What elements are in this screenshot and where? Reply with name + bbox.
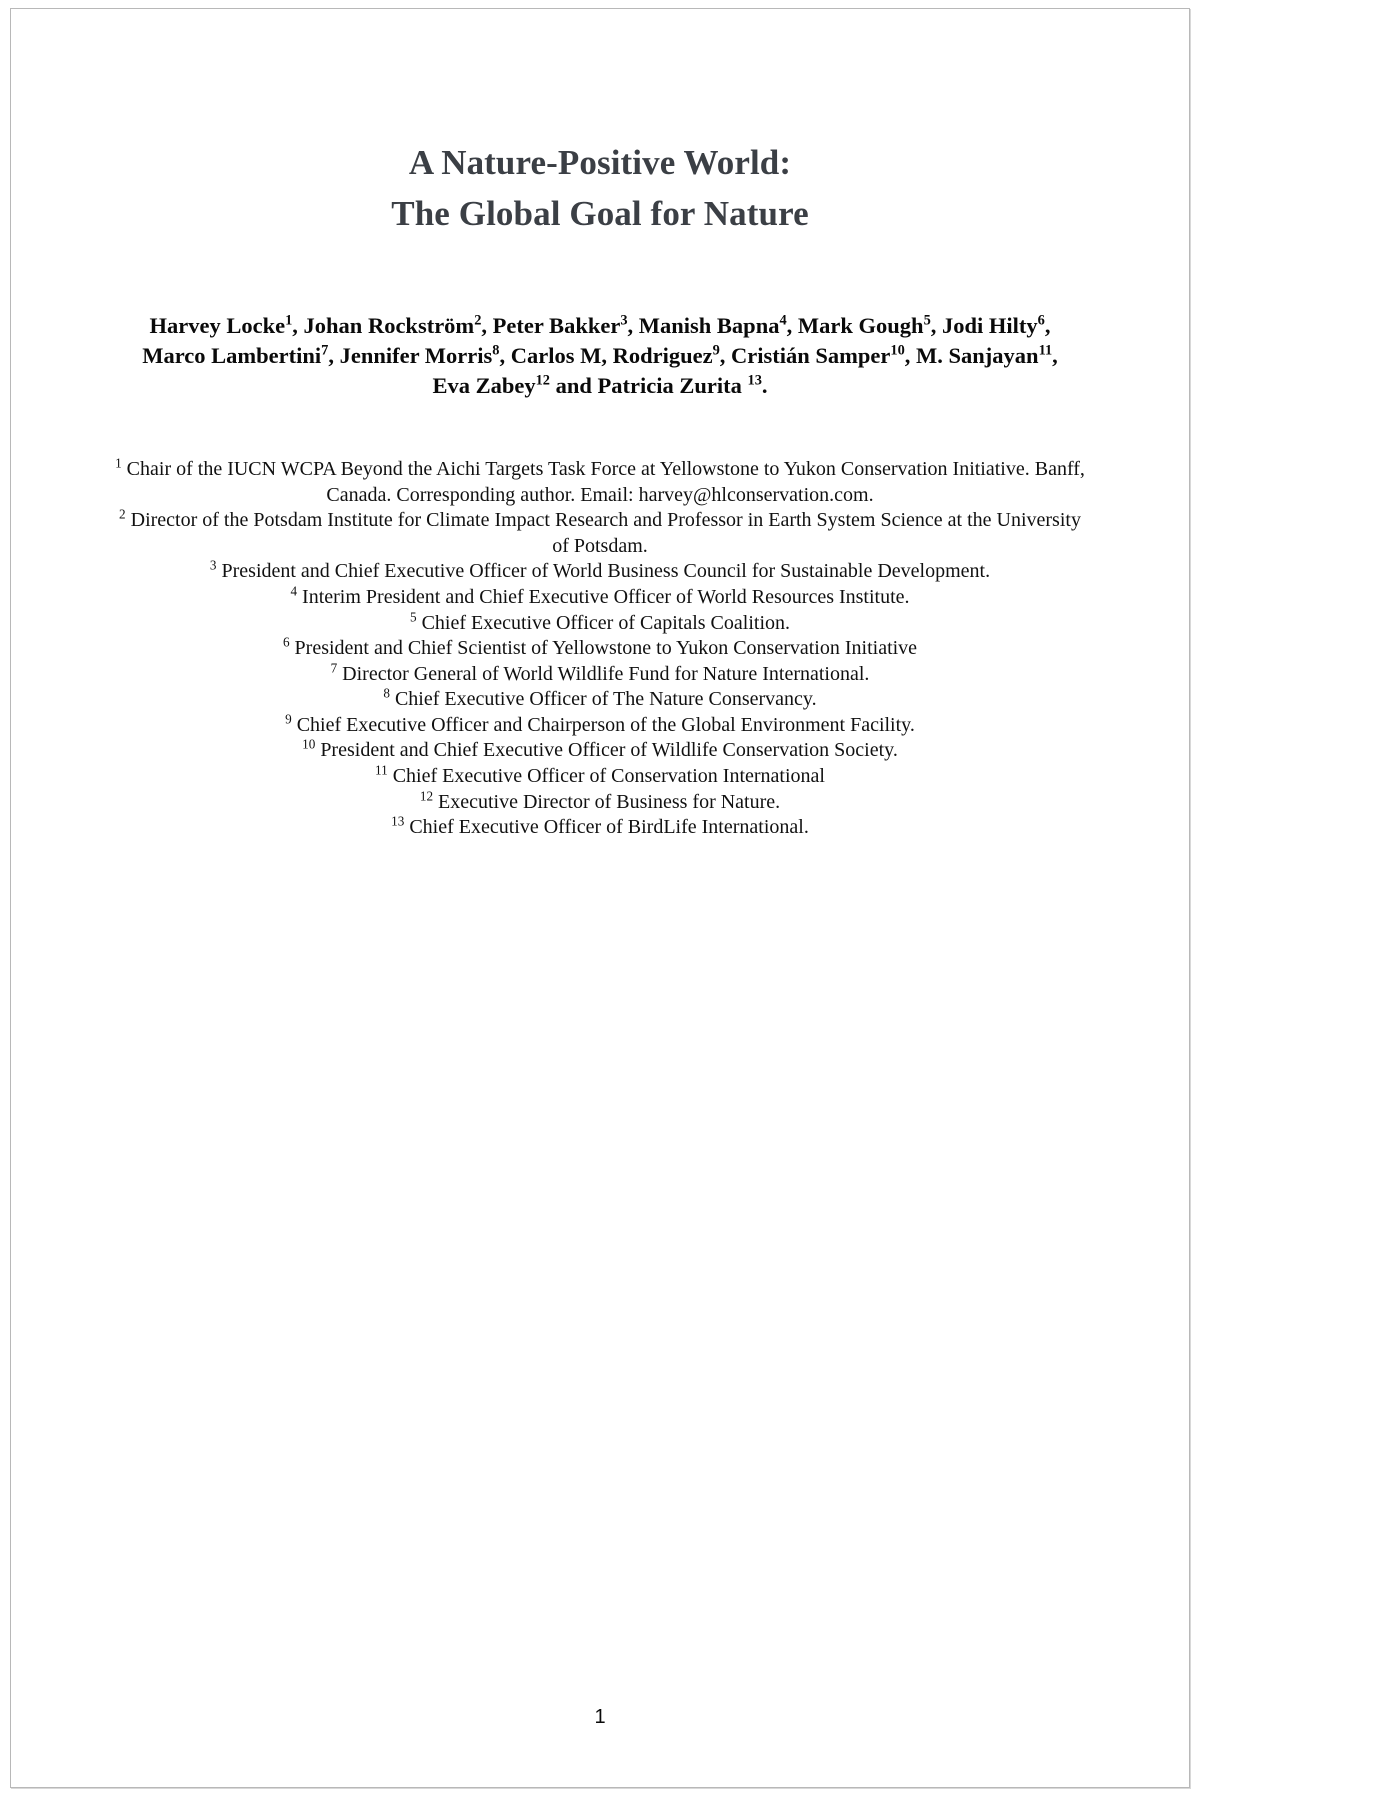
document-page — [10, 8, 1190, 1788]
affiliation-item — [110, 636, 1090, 662]
title-line-1: A Nature-Positive World: — [408, 143, 792, 182]
affiliation-item — [110, 687, 1090, 713]
affiliation-item — [110, 559, 1090, 585]
affiliation-marker: 4 — [290, 583, 298, 599]
page-title — [106, 9, 1094, 239]
page-content-area — [11, 9, 1189, 1787]
affiliation-text: Chief Executive Officer of Capitals Coalition. — [416, 611, 790, 634]
affiliation-marker: 13 — [391, 813, 405, 829]
affiliation-marker: 9 — [285, 711, 292, 727]
title-line-2: The Global Goal for Nature — [391, 194, 809, 234]
affiliation-item — [110, 738, 1090, 764]
affiliation-item — [110, 608, 1090, 637]
affiliation-list — [106, 457, 1094, 841]
affiliation-text: Director of the Potsdam Institute for Climate Impact Research and Professor in Earth System Science at the University of Potsdam. — [125, 509, 1081, 557]
affiliation-text: Interim President and Chief Executive Officer of World Resources Institute. — [297, 585, 910, 608]
affiliation-item — [110, 713, 1090, 739]
affiliation-marker: 3 — [209, 557, 217, 573]
affiliation-text: Chief Executive Officer of BirdLife International. — [404, 816, 809, 839]
affiliation-marker: 10 — [302, 736, 316, 752]
affiliation-item — [110, 662, 1090, 688]
affiliation-marker: 1 — [115, 455, 122, 471]
affiliation-marker: 6 — [282, 634, 290, 650]
affiliation-text: Chief Executive Officer of The Nature Conservancy. — [389, 688, 817, 711]
affiliation-item — [110, 790, 1090, 816]
affiliation-item — [110, 815, 1090, 841]
author-list: Harvey Locke$^1$, Johan Rockström$^2$, Peter Bakker$^3$, Manish Bapna$^4$, Mark Gough$^5$, Jodi Hilty$^6$, Marco Lambertini$^7$, Jennifer Morris$^8$, Carlos M, Rodriguez$^9$, Cristián Samper$^{10}$, M. Sanjayan$^{11}$, Eva Zabey$^{12}$ and Patricia Zurita $^{13}$. — [142, 312, 1058, 399]
affiliation-marker: 5 — [409, 608, 417, 624]
affiliation-item — [110, 457, 1090, 508]
affiliation-item — [110, 508, 1090, 559]
affiliation-text: Executive Director of Business for Nature. — [433, 790, 781, 813]
affiliation-text: President and Chief Executive Officer of Wildlife Conservation Society. — [315, 739, 898, 762]
affiliation-marker: 7 — [330, 660, 338, 676]
affiliation-marker: 12 — [419, 788, 434, 804]
page-number: 1 — [594, 1706, 606, 1728]
affiliation-text: Chief Executive Officer and Chairperson of the Global Environment Facility. — [291, 713, 915, 736]
affiliation-text: Director General of World Wildlife Fund for Nature International. — [337, 662, 870, 685]
affiliation-text: Chief Executive Officer of Conservation International — [387, 765, 825, 788]
affiliation-item — [110, 585, 1090, 611]
affiliation-marker: 8 — [383, 685, 390, 701]
affiliation-item — [110, 764, 1090, 790]
affiliation-text: President and Chief Executive Officer of World Business Council for Sustainable Development. — [216, 560, 991, 583]
affiliation-marker: 2 — [119, 506, 126, 522]
affiliation-text: President and Chief Scientist of Yellowstone to Yukon Conservation Initiative — [289, 637, 918, 660]
affiliation-marker: 11 — [375, 762, 388, 778]
affiliation-text: Chair of the IUCN WCPA Beyond the Aichi Targets Task Force at Yellowstone to Yukon Conservation Initiative. Banff, Canada. Corresponding author. Email: harvey@hlconservation.com. — [121, 457, 1085, 506]
